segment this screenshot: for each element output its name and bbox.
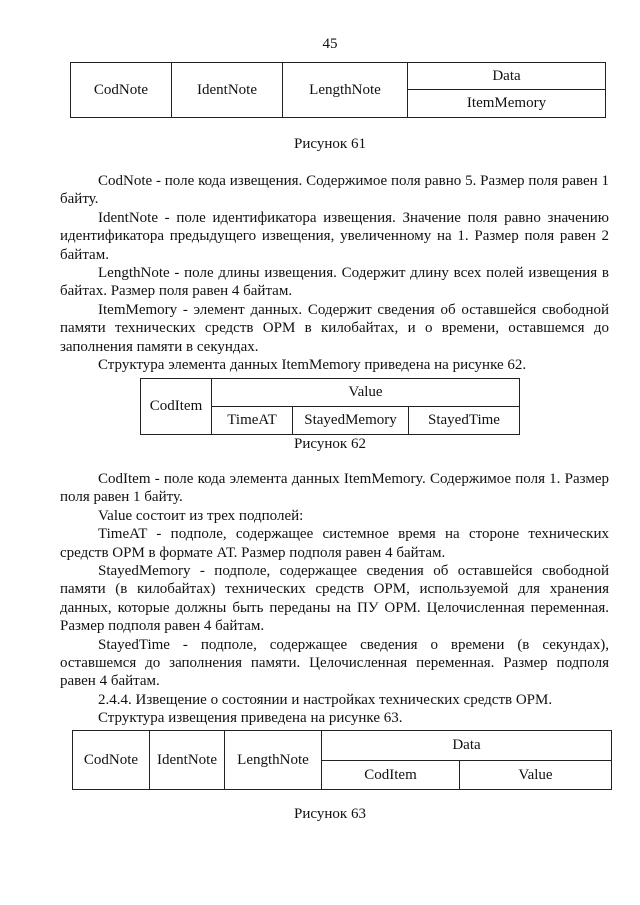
paragraph: 2.4.4. Извещение о состоянии и настройках технических средств ОРМ.	[98, 691, 553, 708]
cell-codnote: CodNote	[71, 63, 172, 118]
cell-coditem: CodItem	[322, 761, 460, 790]
figure-63-table	[72, 730, 612, 790]
paragraph: Структура извещения приведена на рисунке 63.	[98, 710, 403, 727]
cell-lengthnote: LengthNote	[283, 63, 408, 118]
paragraph: CodNote - поле кода извещения. Содержимое поля равно 5. Размер поля равен 1 байту.	[60, 173, 609, 208]
description-block-2	[60, 470, 609, 728]
cell-data: Data	[322, 731, 612, 761]
paragraph: Структура элемента данных ItemMemory приведена на рисунке 62.	[98, 357, 527, 374]
cell-codnote: CodNote	[73, 731, 150, 790]
cell-data: Data	[408, 63, 606, 90]
figure-62-table	[140, 378, 520, 435]
cell-identnote: IdentNote	[172, 63, 283, 118]
paragraph: Value состоит из трех подполей:	[98, 507, 304, 524]
cell-identnote: IdentNote	[150, 731, 225, 790]
cell-lengthnote: LengthNote	[225, 731, 322, 790]
figure-61-caption: Рисунок 61	[294, 136, 366, 152]
paragraph: LengthNote - поле длины извещения. Содержит длину всех полей извещения в байтах. Размер поля равен 4 байтам.	[60, 265, 609, 300]
figure-61-table	[70, 62, 606, 118]
cell-stayedmemory: StayedMemory	[293, 407, 409, 435]
paragraph: ItemMemory - элемент данных. Содержит сведения об оставшейся свободной памяти технических средств ОРМ в килобайтах, и о времени, оставшемся до заполнения памяти в секундах.	[60, 301, 609, 355]
paragraph: IdentNote - поле идентификатора извещения. Значение поля равно значению идентификатора предыдущего извещения, увеличенному на 1. Размер поля равен 2 байтам.	[60, 209, 609, 263]
figure-63-caption: Рисунок 63	[294, 806, 366, 822]
paragraph: StayedMemory - подполе, содержащее сведения об оставшейся свободной памяти (в килобайтах) технических средств ОРМ, используемой для хранения данных, которые должны быть переданы на ПУ ОРМ. Целочисленная переменная. Размер подполя равен 4 байтам.	[60, 563, 609, 635]
page-number: 45	[322, 36, 338, 52]
paragraph: TimeAT - подполе, содержащее системное время на стороне технических средств ОРМ в формате АТ. Размер подполя равен 4 байтам.	[60, 526, 609, 561]
paragraph: CodItem - поле кода элемента данных ItemMemory. Содержимое поля 1. Размер поля равен 1 байту.	[60, 471, 609, 506]
cell-stayedtime: StayedTime	[409, 407, 520, 435]
description-block-1	[60, 172, 609, 374]
cell-value: Value	[460, 761, 612, 790]
cell-timeat: TimeAT	[212, 407, 293, 435]
cell-value: Value	[212, 379, 520, 407]
cell-coditem: CodItem	[141, 379, 212, 435]
cell-itemmemory: ItemMemory	[408, 90, 606, 118]
figure-62-caption: Рисунок 62	[294, 436, 366, 452]
paragraph: StayedTime - подполе, содержащее сведения о времени (в секундах), оставшемся до заполнения памяти. Целочисленная переменная. Размер подполя равен 4 байтам.	[60, 636, 609, 690]
